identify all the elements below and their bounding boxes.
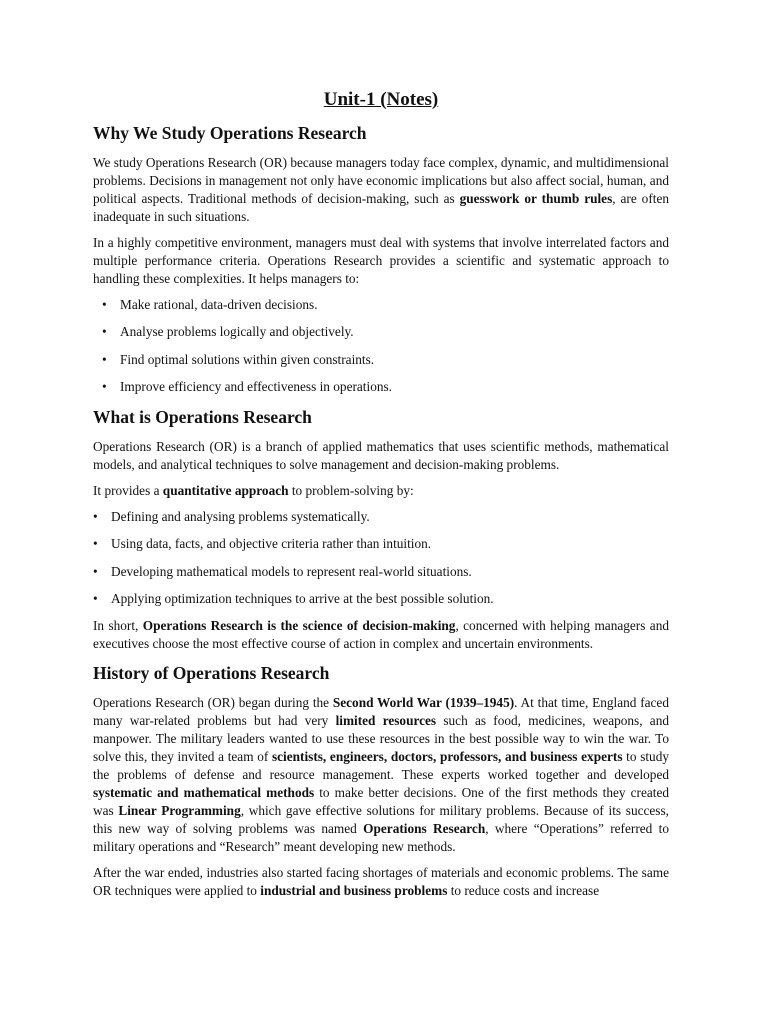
bold-text: Operations Research is the science of decision-making	[142, 618, 456, 634]
list-item: • Analyse problems logically and objectively.	[93, 323, 669, 341]
text-run: to study the problems of defense and resource management. These experts worked together and developed	[93, 749, 670, 783]
text-run: . At that time, England faced many war-related problems but had very	[93, 695, 669, 729]
bold-text: systematic and mathematical methods	[93, 785, 315, 801]
paragraph-what-is-2	[93, 482, 669, 500]
text-run: , concerned with helping managers and executives choose the most effective course of action in complex and uncertain environments.	[93, 618, 669, 652]
list-item: • Find optimal solutions within given constraints.	[93, 351, 669, 369]
section-heading-what-is: What is Operations Research	[93, 407, 312, 428]
section-heading-history: History of Operations Research	[93, 663, 330, 684]
bold-text: quantitative approach	[162, 483, 289, 499]
text-run: such as food, medicines, weapons, and manpower. The military leaders wanted to use these resources in the best possible way to win the war. To solve this, they invited a team of	[93, 713, 669, 765]
paragraph-history-2	[93, 864, 669, 900]
bold-text: guesswork or thumb rules	[459, 191, 613, 206]
bold-text: industrial and business problems	[260, 883, 448, 899]
section-heading-why-study: Why We Study Operations Research	[93, 123, 367, 143]
paragraph-why-study-1	[93, 154, 669, 226]
paragraph-why-study-2: In a highly competitive environment, managers must deal with systems that involve interrelated factors and multiple performance criteria. Operations Research provides a scientific and systematic approach to handling these complexities. It helps managers to:	[93, 235, 669, 286]
text-run: to problem-solving by:	[288, 483, 414, 499]
paragraph-what-is-1: Operations Research (OR) is a branch of applied mathematics that uses scientific methods, mathematical models, and analytical techniques to solve management and decision-making problems.	[93, 439, 669, 473]
text-run: to make better decisions. One of the first methods they created was	[93, 785, 669, 819]
text-run: , where “Operations” referred to military operations and “Research” meant developing new methods.	[93, 821, 669, 855]
paragraph-history-1	[93, 694, 669, 856]
text-run: to reduce costs and increase	[447, 883, 600, 899]
bold-text: limited resources	[335, 713, 437, 729]
text-run: It provides a	[93, 483, 163, 499]
list-item: • Using data, facts, and objective criteria rather than intuition.	[93, 535, 669, 553]
list-item: • Developing mathematical models to represent real-world situations.	[93, 563, 669, 581]
text-run: After the war ended, industries also started facing shortages of materials and economic problems. The same OR techniques were applied to	[93, 865, 669, 899]
bold-text: Second World War (1939–1945)	[332, 695, 515, 711]
text-run: In short,	[93, 618, 143, 634]
bold-text: Operations Research	[363, 821, 486, 837]
text-run: , are often inadequate in such situations.	[93, 191, 669, 224]
text-run: , which gave effective solutions for military problems. Because of its success, this new way of solving problems was named	[93, 803, 669, 837]
bullet-list-approach	[93, 508, 669, 608]
page-title: Unit-1 (Notes)	[323, 89, 439, 110]
list-item: • Defining and analysing problems systematically.	[93, 508, 669, 526]
list-item: • Make rational, data-driven decisions.	[93, 296, 669, 314]
text-run: We study Operations Research (OR) because managers today face complex, dynamic, and multidimensional problems. Decisions in management not only have economic implications but also affect social, human, and political aspects. Traditional methods of decision-making, such as	[93, 155, 669, 206]
bold-text: scientists, engineers, doctors, professors, and business experts	[271, 749, 623, 765]
bold-text: Linear Programming	[118, 803, 241, 819]
bullet-list-benefits	[93, 296, 669, 396]
text-run: Operations Research (OR) began during the	[93, 695, 333, 711]
list-item: • Applying optimization techniques to arrive at the best possible solution.	[93, 590, 669, 608]
list-item: • Improve efficiency and effectiveness in operations.	[93, 378, 669, 396]
paragraph-what-is-3	[93, 617, 669, 653]
